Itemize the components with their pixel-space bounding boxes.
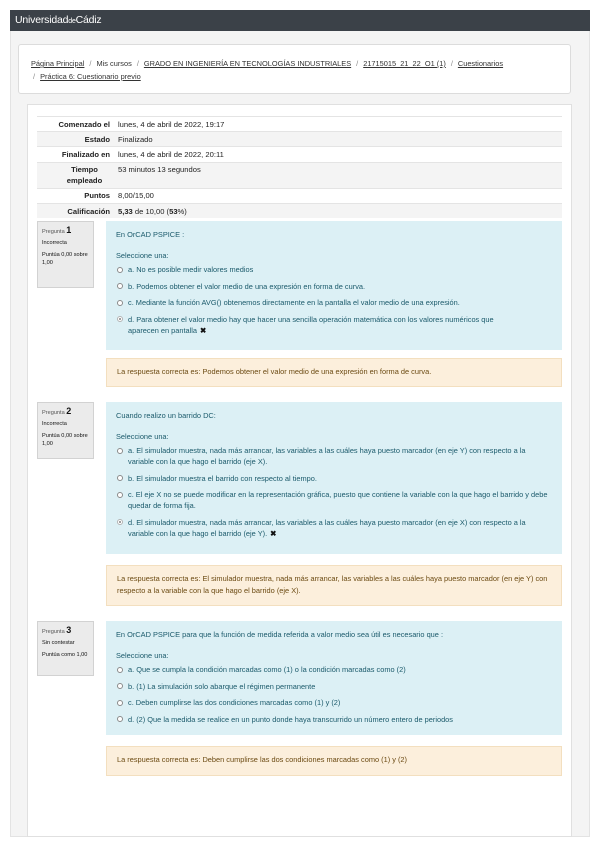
question-grade: Puntúa como 1,00 [42, 652, 88, 658]
question-state: Incorrecta [42, 421, 67, 427]
radio-button[interactable] [117, 300, 123, 306]
answer-prompt: Seleccione una: [116, 251, 169, 260]
finished-value: lunes, 4 de abril de 2022, 20:11 [118, 149, 224, 159]
top-navbar [10, 10, 590, 31]
answer-prompt: Seleccione una: [116, 651, 169, 660]
question-state: Sin contestar [42, 640, 75, 646]
brand-logo[interactable]: UniversidaddeCádiz [15, 14, 102, 26]
question-state: Incorrecta [42, 240, 67, 246]
incorrect-icon: ✖ [200, 325, 207, 335]
answer-option[interactable]: a. Que se cumpla la condición marcadas como (1) o la condición marcadas como (2) [116, 664, 552, 675]
radio-button[interactable] [117, 283, 123, 289]
breadcrumb: Página Principal / Mis cursos / GRADO EN INGENIERÍA EN TECNOLOGÍAS INDUSTRIALES / 21715015_21_22_O1 (1) / Cuestionarios / Práctica 6: Cuestionario previo [18, 44, 571, 94]
question-3-content [106, 621, 562, 735]
state-value: Finalizado [118, 134, 153, 144]
points-value: 8,00/15,00 [118, 191, 154, 201]
breadcrumb-course[interactable]: 21715015_21_22_O1 (1) [363, 59, 446, 68]
correct-answer-text: La respuesta correcta es: El simulador muestra, nada más arrancar, las variables a las cuáles haya puesto marcador (en eje Y) con respecto a la variable con la que hago el barrido (eje X). [117, 574, 548, 595]
answer-option-selected[interactable]: d. Para obtener el valor medio hay que hacer una sencilla operación matemática con los valores numéricos que aparecen en pantalla ✖ [116, 314, 552, 336]
answer-option-selected[interactable]: d. El simulador muestra, nada más arrancar, las variables a las cuáles haya puesto marcador (en eje X) con respecto a la variable con la que hago el barrido (eje Y). ✖ [116, 517, 552, 539]
time-label: Tiempo empleado [66, 165, 103, 186]
answer-option[interactable]: a. No es posible medir valores medios [116, 264, 552, 275]
breadcrumb-quizzes[interactable]: Cuestionarios [457, 59, 504, 68]
started-label: Comenzado el [58, 119, 110, 129]
radio-button[interactable] [117, 492, 123, 498]
answer-option[interactable]: b. (1) La simulación solo abarque el régimen permanente [116, 681, 552, 692]
question-info-3: Pregunta 3 Sin contestar Puntúa como 1,00 [37, 621, 94, 676]
question-text: Cuando realizo un barrido DC: [116, 411, 216, 420]
radio-button[interactable] [117, 667, 123, 673]
started-value: lunes, 4 de abril de 2022, 19:17 [118, 119, 225, 129]
question-2-feedback [106, 565, 562, 606]
question-text: En OrCAD PSPICE : [116, 230, 185, 239]
question-grade: Puntúa 0,00 sobre 1,00 [42, 252, 88, 266]
state-label: Estado [84, 134, 110, 144]
finished-label: Finalizado en [61, 149, 110, 159]
radio-button[interactable] [117, 475, 123, 481]
grade-value: 5,33 de 10,00 (53%) [118, 206, 187, 216]
breadcrumb-my-courses: Mis cursos [96, 59, 132, 68]
question-1-content [106, 221, 562, 350]
correct-answer-text: La respuesta correcta es: Deben cumplirse las dos condiciones marcadas como (1) y (2) [117, 755, 408, 764]
time-value: 53 minutos 13 segundos [118, 165, 201, 175]
question-grade: Puntúa 0,00 sobre 1,00 [42, 433, 88, 447]
answer-option[interactable]: c. Deben cumplirse las dos condiciones marcadas como (1) y (2) [116, 697, 552, 708]
answer-option[interactable]: a. El simulador muestra, nada más arrancar, las variables a las cuáles haya puesto marcador (en eje Y) con respecto a la variable con la que hago el barrido (eje X). [116, 445, 552, 467]
correct-answer-text: La respuesta correcta es: Podemos obtener el valor medio de una expresión en forma de curva. [117, 367, 432, 376]
question-2-content [106, 402, 562, 554]
grade-label: Calificación [67, 206, 110, 216]
answer-option[interactable]: d. (2) Que la medida se realice en un punto donde haya transcurrido un número entero de periodos [116, 714, 552, 725]
incorrect-icon: ✖ [270, 528, 277, 538]
radio-button[interactable] [117, 683, 123, 689]
radio-button[interactable] [117, 448, 123, 454]
answer-option[interactable]: b. El simulador muestra el barrido con respecto al tiempo. [116, 473, 552, 484]
question-info-1: Pregunta 1 Incorrecta Puntúa 0,00 sobre 1,00 [37, 221, 94, 288]
question-3-feedback [106, 746, 562, 776]
breadcrumb-degree[interactable]: GRADO EN INGENIERÍA EN TECNOLOGÍAS INDUSTRIALES [143, 59, 352, 68]
question-1-feedback [106, 358, 562, 387]
breadcrumb-home[interactable]: Página Principal [31, 59, 85, 68]
answer-option[interactable]: b. Podemos obtener el valor medio de una expresión en forma de curva. [116, 281, 552, 292]
breadcrumb-quiz[interactable]: Práctica 6: Cuestionario previo [40, 72, 141, 81]
radio-button[interactable] [117, 267, 123, 273]
question-info-2: Pregunta 2 Incorrecta Puntúa 0,00 sobre 1,00 [37, 402, 94, 459]
question-text: En OrCAD PSPICE para que la función de medida referida a valor medio sea útil es necesario que : [116, 630, 444, 639]
attempt-summary [37, 116, 562, 218]
answer-option[interactable]: c. Mediante la función AVG() obtenemos directamente en la pantalla el valor medio de una expresión. [116, 297, 552, 308]
radio-button-checked[interactable] [117, 519, 123, 525]
radio-button[interactable] [117, 716, 123, 722]
points-label: Puntos [84, 191, 110, 201]
radio-button[interactable] [117, 700, 123, 706]
answer-prompt: Seleccione una: [116, 432, 169, 441]
answer-option[interactable]: c. El eje X no se puede modificar en la representación gráfica, puesto que contiene la variable con la que hago el barrido y debe quedar de forma fija. [116, 489, 552, 511]
radio-button-checked[interactable] [117, 316, 123, 322]
